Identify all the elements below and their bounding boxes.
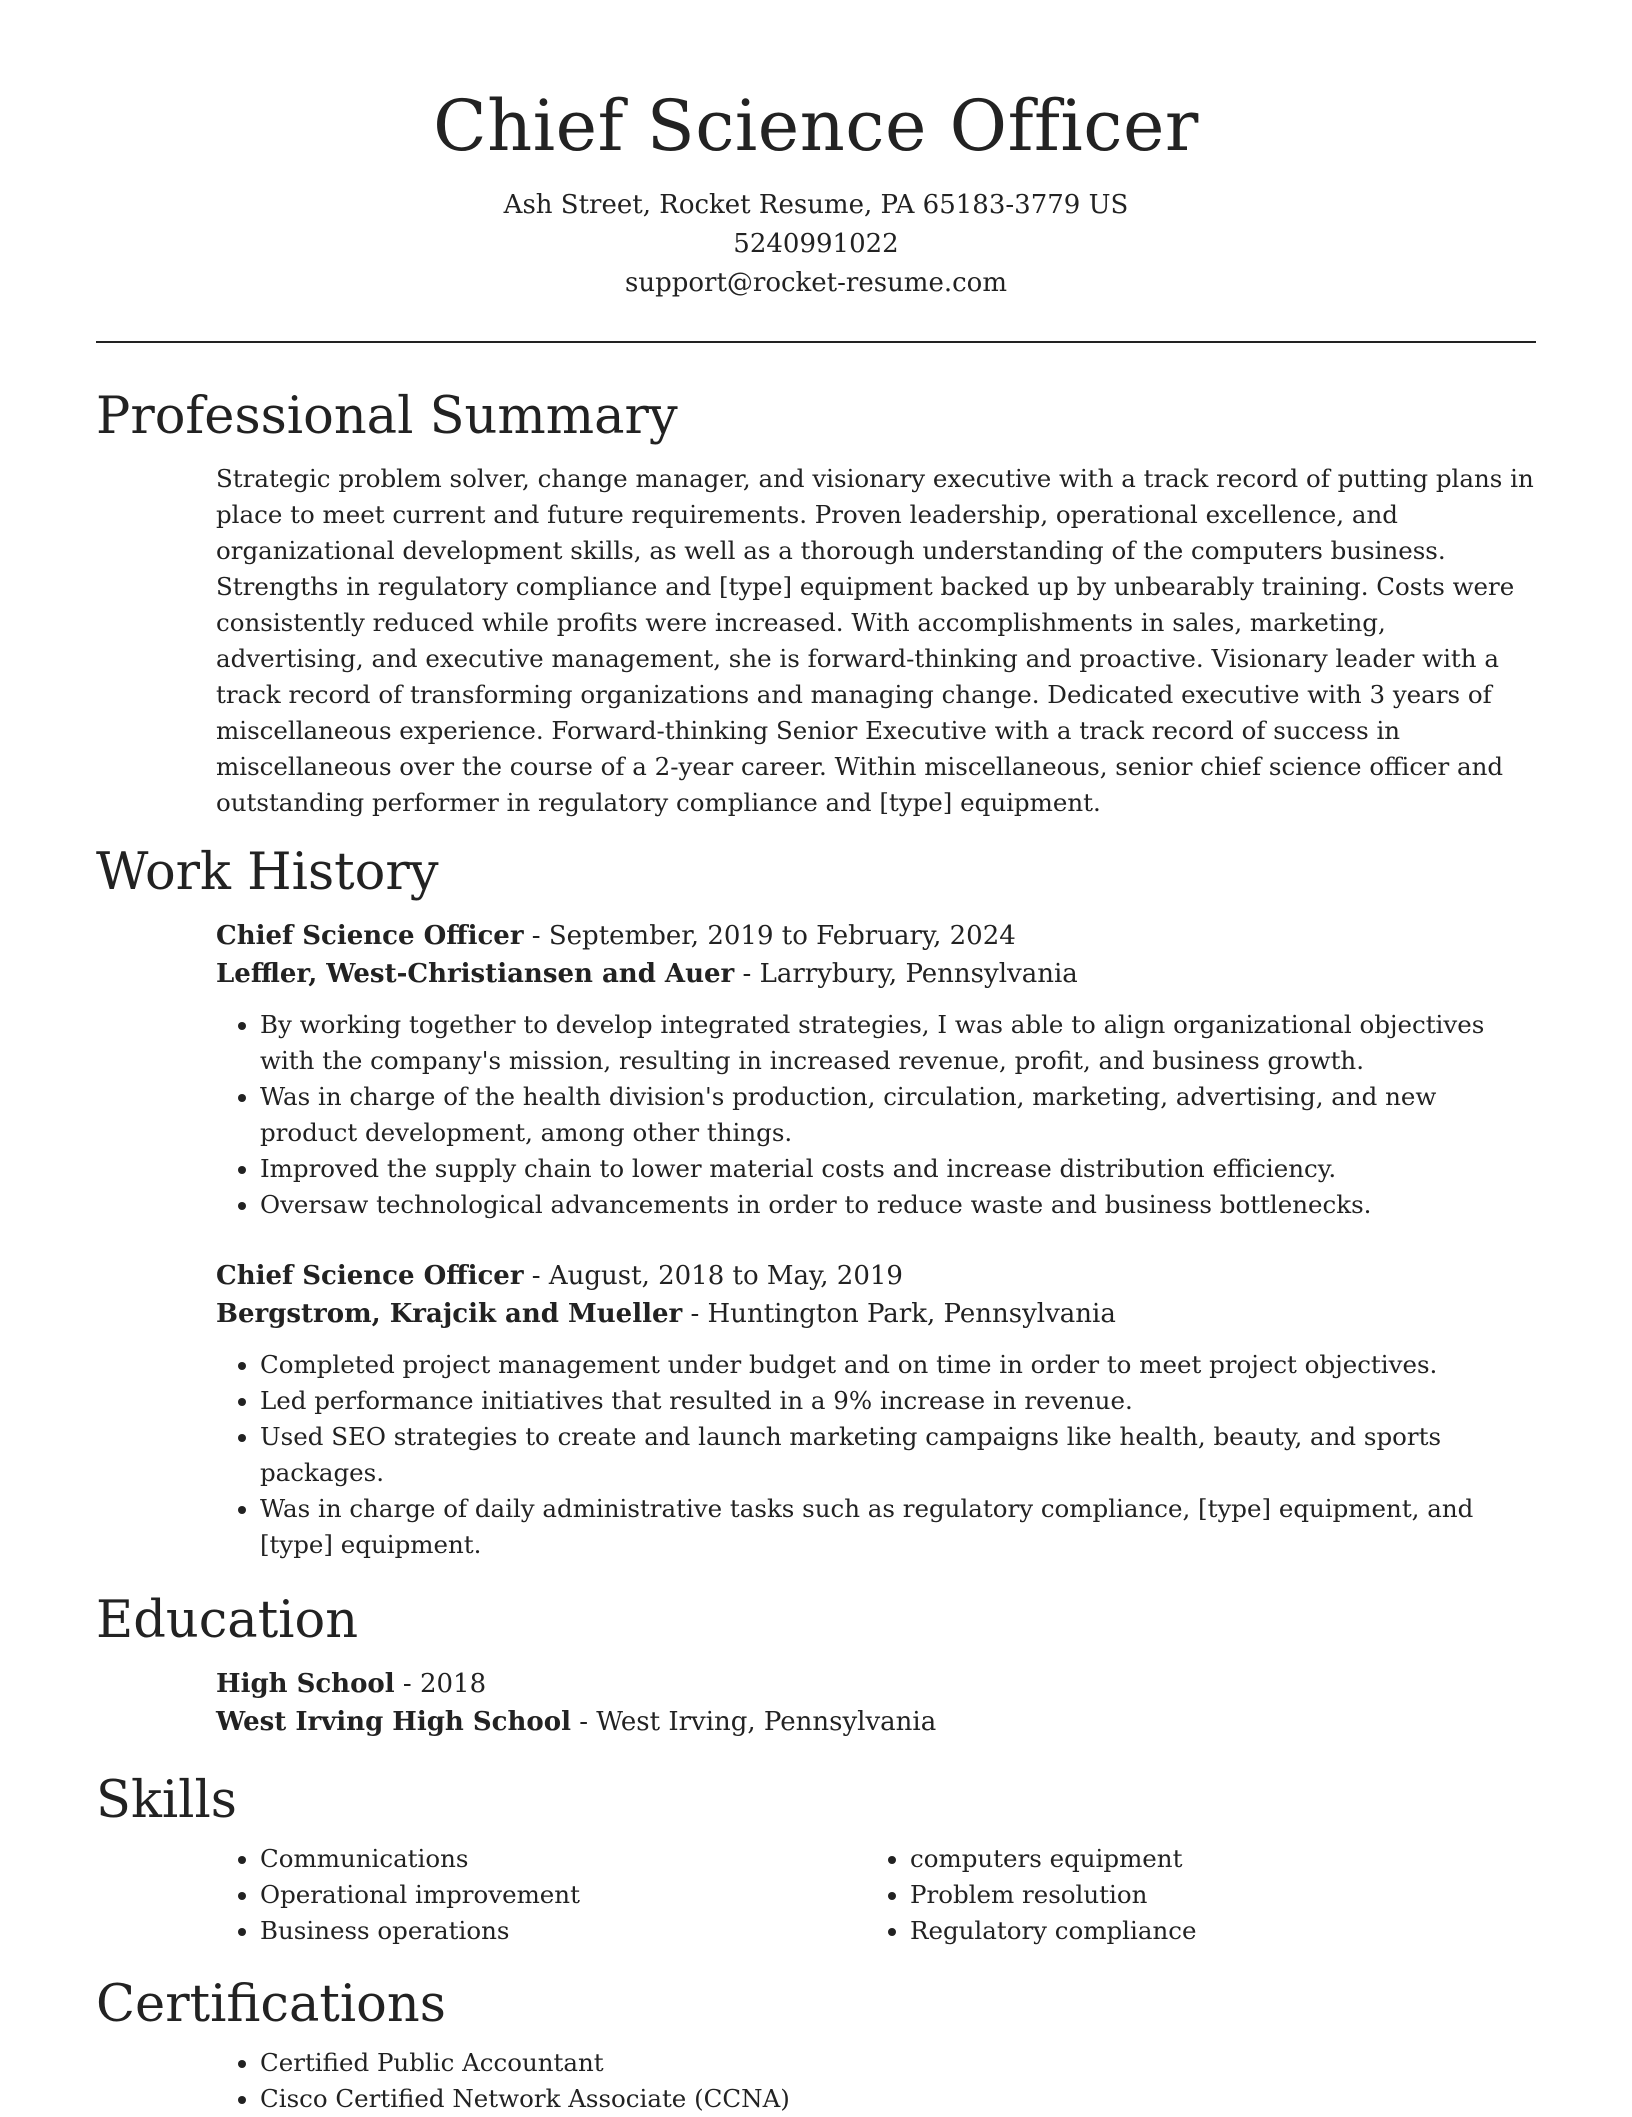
job-title-line	[216, 1257, 1536, 1295]
summary-text: Strategic problem solver, change manager, and visionary executive with a track record of putting plans in place to meet current and future requirements. Proven leadership, operational excellence, and organizational development skills, as well as a thorough understanding of the computers business. Strengths in regulatory compliance and [type] equipment backed up by unbearably training. Costs were consistently reduced while profits were increased. With accomplishments in sales, marketing, advertising, and executive management, she is forward-thinking and proactive. Visionary leader with a track record of transforming organizations and managing change. Dedicated executive with 3 years of miscellaneous experience. Forward-thinking Senior Executive with a track record of success in miscellaneous over the course of a 2-year career. Within miscellaneous, senior chief science officer and outstanding performer in regulatory compliance and [type] equipment.	[216, 464, 1534, 817]
job-dates: - September, 2019 to February, 2024	[523, 921, 1016, 951]
certifications-heading: Certifications	[96, 1975, 446, 2034]
education-heading: Education	[96, 1591, 359, 1650]
job-bullet: • Was in charge of the health division's production, circulation, marketing, advertising, and new product development, among other things.	[260, 1079, 1536, 1151]
education-section	[96, 1591, 1536, 1741]
skill-item: • Problem resolution	[910, 1877, 1516, 1913]
certifications-list	[216, 2045, 1536, 2117]
skills-column-left	[216, 1841, 866, 1949]
skill-item: • Communications	[260, 1841, 866, 1877]
job-entry	[216, 1257, 1536, 1563]
job-bullet: • Led performance initiatives that resulted in a 9% increase in revenue.	[260, 1383, 1536, 1419]
job-title: Chief Science Officer	[216, 1261, 524, 1291]
job-entry	[216, 917, 1536, 1223]
job-bullet: • Was in charge of daily administrative tasks such as regulatory compliance, [type] equipment, and [type] equipment.	[260, 1491, 1536, 1563]
work-history-section	[96, 843, 1536, 1563]
skill-item: • Regulatory compliance	[910, 1913, 1516, 1949]
education-year: - 2018	[394, 1669, 487, 1699]
job-company: Bergstrom, Krajcik and Mueller	[216, 1299, 683, 1329]
education-school: West Irving High School	[216, 1707, 571, 1737]
job-bullet: • Improved the supply chain to lower material costs and increase distribution efficiency.	[260, 1151, 1536, 1187]
skills-heading: Skills	[96, 1771, 237, 1830]
job-bullet: • Used SEO strategies to create and launch marketing campaigns like health, beauty, and sports packages.	[260, 1419, 1536, 1491]
education-entry	[216, 1665, 1536, 1741]
job-bullet: • Completed project management under budget and on time in order to meet project objectives.	[260, 1347, 1536, 1383]
work-history-heading: Work History	[96, 843, 439, 902]
contact-block	[96, 186, 1536, 303]
education-location: - West Irving, Pennsylvania	[570, 1707, 937, 1737]
skills-column-right	[866, 1841, 1516, 1949]
job-bullets	[216, 1007, 1536, 1223]
job-dates: - August, 2018 to May, 2019	[523, 1261, 903, 1291]
summary-heading: Professional Summary	[96, 387, 678, 446]
contact-address: Ash Street, Rocket Resume, PA 65183-3779 US	[503, 190, 1129, 220]
skill-item: • computers equipment	[910, 1841, 1516, 1877]
certification-item: • Certified Public Accountant	[260, 2045, 1536, 2081]
skill-item: • Business operations	[260, 1913, 866, 1949]
resume-name: Chief Science Officer	[433, 85, 1199, 167]
skills-list	[216, 1841, 866, 1949]
header-divider	[96, 341, 1536, 343]
resume-header	[96, 0, 1536, 303]
job-company: Leffler, West-Christiansen and Auer	[216, 959, 735, 989]
job-title: Chief Science Officer	[216, 921, 524, 951]
job-bullet: • By working together to develop integrated strategies, I was able to align organizational objectives with the company's mission, resulting in increased revenue, profit, and business growth.	[260, 1007, 1536, 1079]
job-title-line	[216, 917, 1536, 955]
skills-section	[96, 1771, 1536, 1949]
work-history-body	[216, 917, 1536, 1563]
skills-list	[866, 1841, 1516, 1949]
certification-item: • Cisco Certified Network Associate (CCNA)	[260, 2081, 1536, 2117]
job-bullets	[216, 1347, 1536, 1563]
job-location: - Huntington Park, Pennsylvania	[682, 1299, 1116, 1329]
education-school-line	[216, 1703, 1536, 1741]
job-location: - Larrybury, Pennsylvania	[734, 959, 1078, 989]
skill-item: • Operational improvement	[260, 1877, 866, 1913]
job-company-line	[216, 955, 1536, 993]
summary-section	[96, 387, 1536, 821]
job-bullet: • Oversaw technological advancements in order to reduce waste and business bottlenecks.	[260, 1187, 1536, 1223]
certifications-body	[216, 2045, 1536, 2117]
skills-grid	[216, 1841, 1536, 1949]
resume-page	[96, 0, 1536, 2117]
certifications-section	[96, 1975, 1536, 2117]
education-degree-line	[216, 1665, 1536, 1703]
contact-email: support@rocket-resume.com	[624, 268, 1007, 298]
contact-phone: 5240991022	[733, 229, 899, 259]
education-degree: High School	[216, 1669, 395, 1699]
job-company-line	[216, 1295, 1536, 1333]
